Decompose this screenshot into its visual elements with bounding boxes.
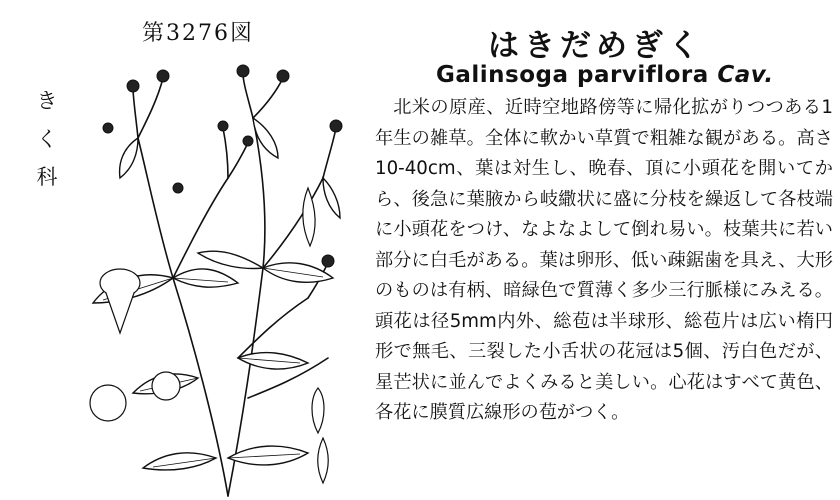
leaf <box>173 269 238 287</box>
stem <box>138 78 163 138</box>
stem <box>223 128 228 178</box>
flower-detail <box>152 372 180 400</box>
stem <box>228 143 248 178</box>
stem <box>253 78 283 118</box>
flower-head <box>277 70 289 82</box>
leaf <box>323 178 340 218</box>
leaf <box>120 138 138 178</box>
stem <box>133 88 138 138</box>
scientific-name <box>436 62 774 88</box>
flower-head <box>330 120 342 132</box>
family-char: く <box>36 127 58 151</box>
japanese-name: はきだめぎく <box>488 28 704 64</box>
figure-number: 第3276図 <box>142 21 254 46</box>
stem <box>228 118 265 496</box>
flower-head <box>127 80 139 92</box>
leaf <box>198 251 263 268</box>
leaf <box>263 263 333 283</box>
floret-detail <box>318 438 329 483</box>
scientific-name-genus: Galinsoga parviflora <box>436 62 709 88</box>
family-char: き <box>36 89 58 113</box>
flower-head <box>157 70 169 82</box>
leaf <box>143 453 216 470</box>
flower-detail <box>100 269 140 297</box>
stem <box>323 128 336 178</box>
flower-head <box>173 183 183 193</box>
stem <box>138 138 228 496</box>
flower-head <box>103 123 113 133</box>
flower-head <box>218 121 228 131</box>
species-description: 北米の原産、近時空地路傍等に帰化拡がりつつある1年生の雑草。全体に軟かい草質で粗雑な観がある。高さ10-40cm、葉は対生し、晩春、頂に小頭花を開いてから、後急に葉腋から岐繖状に盛に分枝を繰返して各枝端に小頭花をつけ、なよなよして倒れ易い。枝葉共に若い部分に白毛がある。葉は卵形、低い疎鋸歯を具え、大形のものは有柄、暗緑色で質薄く多少三行脈様にみえる。頭花は径5mm内外、総苞は半球形、総苞片は広い楕円形で無毛、三裂した小舌状の花冠は5個、汚白色だが、星芒状に並んでよくみると美しい。心花はすべて黄色、各花に膜質広線形の苞がつく。 <box>375 97 833 423</box>
flower-detail <box>90 385 126 421</box>
plant-illustration <box>78 58 368 498</box>
stem <box>243 73 253 118</box>
family-label <box>32 82 62 196</box>
scientific-name-author: Cav. <box>717 62 774 88</box>
family-char: 科 <box>36 165 58 189</box>
flower-head <box>322 255 334 267</box>
stem <box>238 298 308 358</box>
flower-head <box>243 136 253 146</box>
floret-detail <box>312 388 324 433</box>
flower-head <box>237 65 249 77</box>
